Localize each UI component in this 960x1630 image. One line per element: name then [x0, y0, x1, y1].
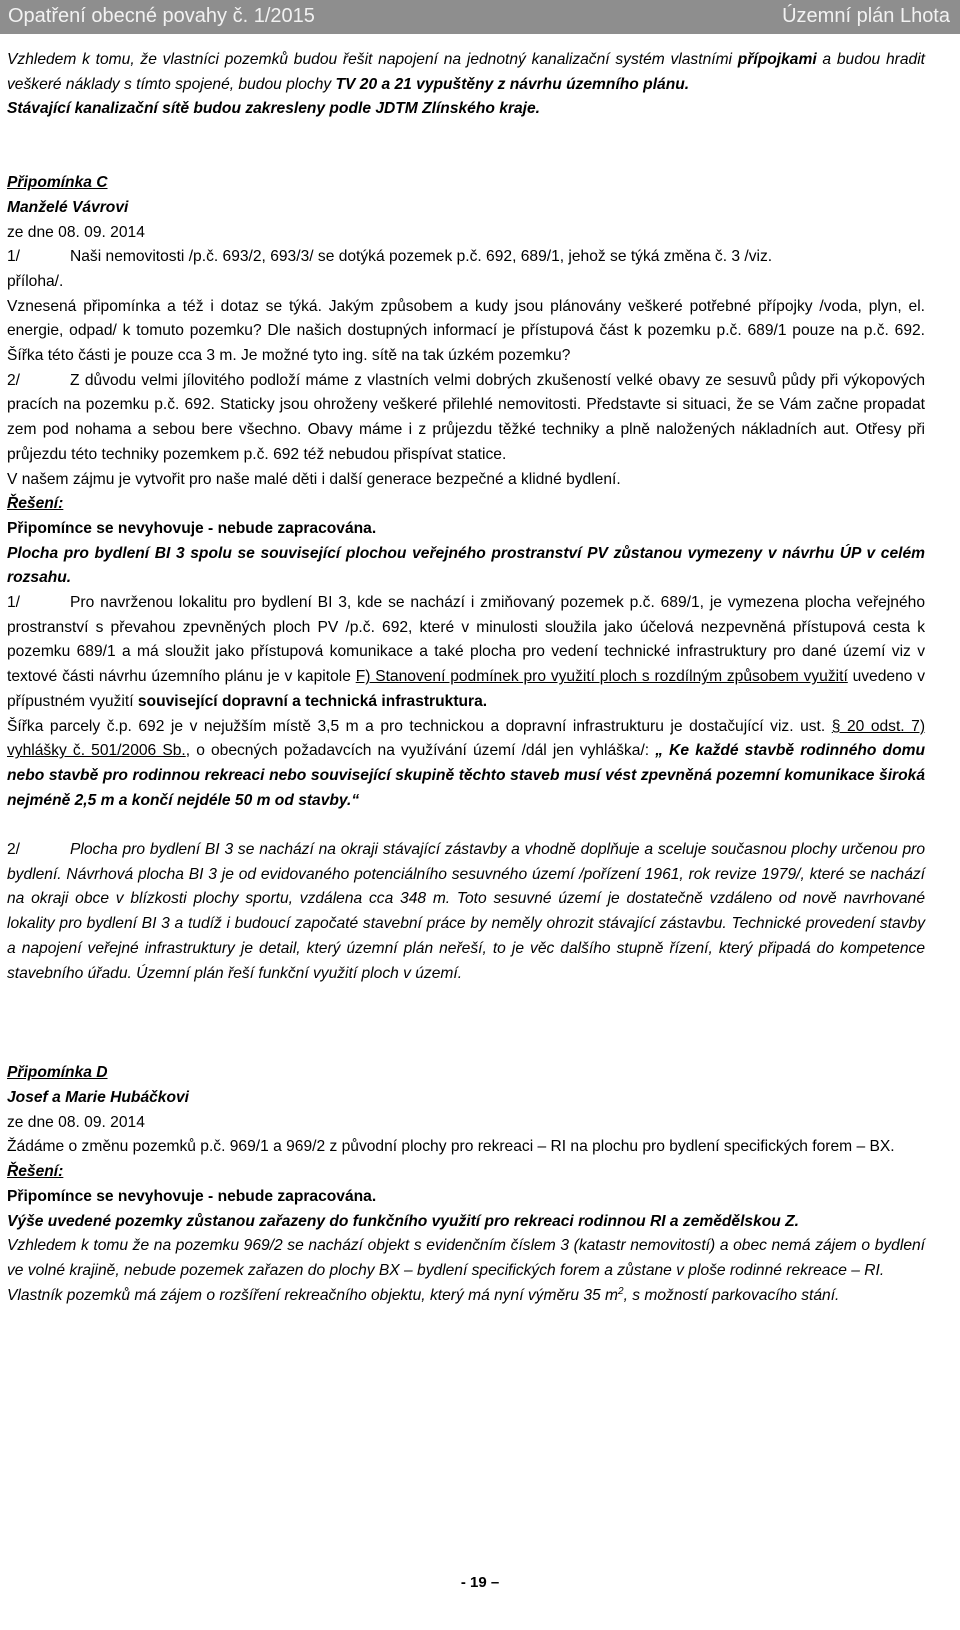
comment-c-number-2: 2/: [7, 371, 21, 389]
intro-paragraph: [7, 48, 925, 122]
comment-c-reply-1-quote: „ Ke každé stavbě rodinného domu nebo stavbě pro rodinnou rekreaci nebo související skupině těchto staveb musí vést zpevněná pozemní komunikace široká nejméně 2,5 m a končí nejdéle 50 m od stavby.“: [7, 742, 925, 809]
comment-c-reply-1b: uvedeno v přípustném využití: [7, 668, 926, 710]
comment-c-reply-1-regulation: § 20 odst. 7) vyhlášky č. 501/2006 Sb.: [7, 717, 926, 760]
comment-d-solution-verdict: Připomínce se nevyhovuje - nebude zapracována.: [7, 1187, 377, 1205]
comment-c-text-1a: Naši nemovitosti /p.č. 693/2, 693/3/ se dotýká pozemek p.č. 692, 689/1, jehož se týká změna č. 3 /viz.: [70, 248, 773, 266]
comment-c-reply-1e: , o obecných požadavcích na využívání území /dál jen vyhláška/:: [185, 742, 656, 760]
comment-c-author: Manželé Vávrovi: [7, 198, 129, 216]
comment-d-text-2: Vzhledem k tomu že na pozemku 969/2 se nachází objekt s evidenčním číslem 3 (katastr nemovitostí) a obec nemá zájem o bydlení ve volné krajině, nebude pozemek zařazen do plochy BX – bydlení specifických forem a zůstane v ploše rodinné rekreace – RI.: [7, 1237, 925, 1279]
comment-c-text-3: Z důvodu velmi jílovitého podloží máme z vlastních velmi dobrých zkušeností velké obavy ze sesuvů půdy při výkopových pracích na pozemku p.č. 692. Staticky jsou ohroženy veškeré přilehlé nemovitosti. Představte si situaci, že se Vám začne propadat zem pod nohama a sebou bere všechno. Obavy máme i z průjezdu těžké techniky a plně naložených nákladních aut. Otřesy při průjezdu této techniky pozemkem p.č. 692 též nebudou přispívat statice.: [7, 371, 925, 463]
comment-c-reply-number-2: 2/: [7, 841, 21, 859]
comment-d-solution-label: Řešení:: [7, 1163, 64, 1181]
comment-c-reply-1-bold: související dopravní a technická infrastruktura.: [137, 692, 488, 710]
comment-c-item-2: [7, 369, 925, 468]
page-number: - 19 –: [460, 1574, 500, 1591]
comment-c-date: ze dne 08. 09. 2014: [7, 223, 145, 241]
page-content: [7, 48, 925, 1308]
comment-c-number-1: 1/: [7, 248, 21, 266]
comment-c-reply-2-text: Plocha pro bydlení BI 3 se nachází na okraji stávající zástavby a vhodně doplňuje a sceluje současnou plochy určenou pro bydlení. Návrhová plocha BI 3 je od evidovaného potenciálního sesuvného území /pořízení 1961, rok revize 1979/, které se nachází na okraji obce v blízkosti plochy sportu, vzdálena cca 348 m. Toto sesuvné území je dostatečně vzdáleno od nově navrhované lokality pro bydlení BI 3 a tudíž i budoucí započaté stavební práce by neměly ohrozit stávající zástavbu. Technické provedení stavby a napojení veřejné infrastruktury je detail, který územní plán neřeší, to je věc dalšího stupně řízení, který připadá do kompetence stavebního úřadu. Územní plán řeší funkční využití ploch v území.: [7, 841, 925, 982]
comment-c-solution-verdict: Připomínce se nevyhovuje - nebude zapracována.: [7, 519, 377, 537]
comment-d-text-3-sup: 2: [618, 1285, 624, 1297]
comment-d-text-3: [7, 1284, 925, 1309]
comment-c-item-1: [7, 245, 925, 270]
comment-d-solution-summary: Výše uvedené pozemky zůstanou zařazeny do funkčního využití pro rekreaci rodinnou RI a zemědělskou Z.: [7, 1212, 800, 1230]
comment-c-reply-number-1: 1/: [7, 594, 21, 612]
comment-c-reply-1-chapter: F) Stanovení podmínek pro využití ploch s rozdílným způsobem využití: [355, 668, 848, 686]
comment-c-reply-1a: Pro navrženou lokalitu pro bydlení BI 3, kde se nachází i zmiňovaný pozemek p.č. 689/1, je vymezena plocha veřejného prostranství s převahou zpevněných ploch PV /p.č. 692, které v minulosti sloužila jako účelová nezpevněná přístupová cesta k pozemku 689/1 a má sloužit jako přístupová komunikace a také plocha pro vedení technické infrastruktury pro dané území viz v textové části návrhu územního plánu je v kapitole: [7, 594, 925, 686]
comment-c-text-2: Vznesená připomínka a též i dotaz se týká. Jakým způsobem a kudy jsou plánovány veškeré potřebné přípojky /voda, plyn, el. energie, odpad/ k tomuto pozemku? Dle našich dostupných informací je přístupová část k pozemku p.č. 689/1 pouze na p.č. 692. Šířka této části je pouze cca 3 m. Je možné tyto ing. sítě na tak úzkém pozemku?: [7, 297, 925, 365]
comment-c-reply-1: [7, 591, 925, 715]
comment-c-solution-label: Řešení:: [7, 495, 64, 513]
comment-c-title: Připomínka C: [7, 174, 108, 192]
header-document-title: Opatření obecné povahy č. 1/2015: [8, 5, 315, 27]
comment-d-text-1: Žádáme o změnu pozemků p.č. 969/1 a 969/2 z původní plochy pro rekreaci – RI na plochu pro bydlení specifických forem – BX.: [7, 1138, 895, 1156]
comment-d-text-3a: Vlastník pozemků má zájem o rozšíření rekreačního objektu, který má nyní výměru 35 m: [7, 1286, 619, 1304]
comment-c-text-4: V našem zájmu je vytvořit pro naše malé děti i další generace bezpečné a klidné bydlení.: [7, 470, 621, 488]
comment-c-solution-summary: Plocha pro bydlení BI 3 spolu se související plochou veřejného prostranství PV zůstanou vymezeny v návrhu ÚP v celém rozsahu.: [7, 544, 925, 587]
comment-c-text-1b: příloha/.: [7, 272, 64, 290]
intro-text-2: přípojkami: [737, 51, 817, 68]
comment-d-author: Josef a Marie Hubáčkovi: [7, 1089, 190, 1106]
intro-text-1: Vzhledem k tomu, že vlastníci pozemků budou řešit napojení na jednotný kanalizační systém vlastními: [7, 51, 738, 68]
intro-text-4: TV 20 a 21 vypuštěny z návrhu územního plánu.: [335, 75, 690, 93]
intro-text-5: Stávající kanalizační sítě budou zakresleny podle JDTM Zlínského kraje.: [7, 100, 540, 118]
comment-d-text-3b: , s možností parkovacího stání.: [623, 1286, 840, 1304]
comment-c-reply-1-width: [7, 715, 925, 814]
comment-c-reply-2: [7, 838, 925, 986]
comment-d-date: ze dne 08. 09. 2014: [7, 1113, 145, 1131]
page-header: [0, 0, 960, 34]
intro-text-3: a budou hradit veškeré náklady s tímto spojené, budou plochy: [7, 51, 925, 93]
comment-c-reply-1c: Šířka parcely č.p. 692 je v nejužším místě 3,5 m a pro technickou a dopravní infrastrukturu je dostačující viz. ust.: [7, 717, 832, 735]
header-plan-name: Územní plán Lhota: [782, 5, 950, 27]
comment-d-title: Připomínka D: [7, 1064, 108, 1082]
